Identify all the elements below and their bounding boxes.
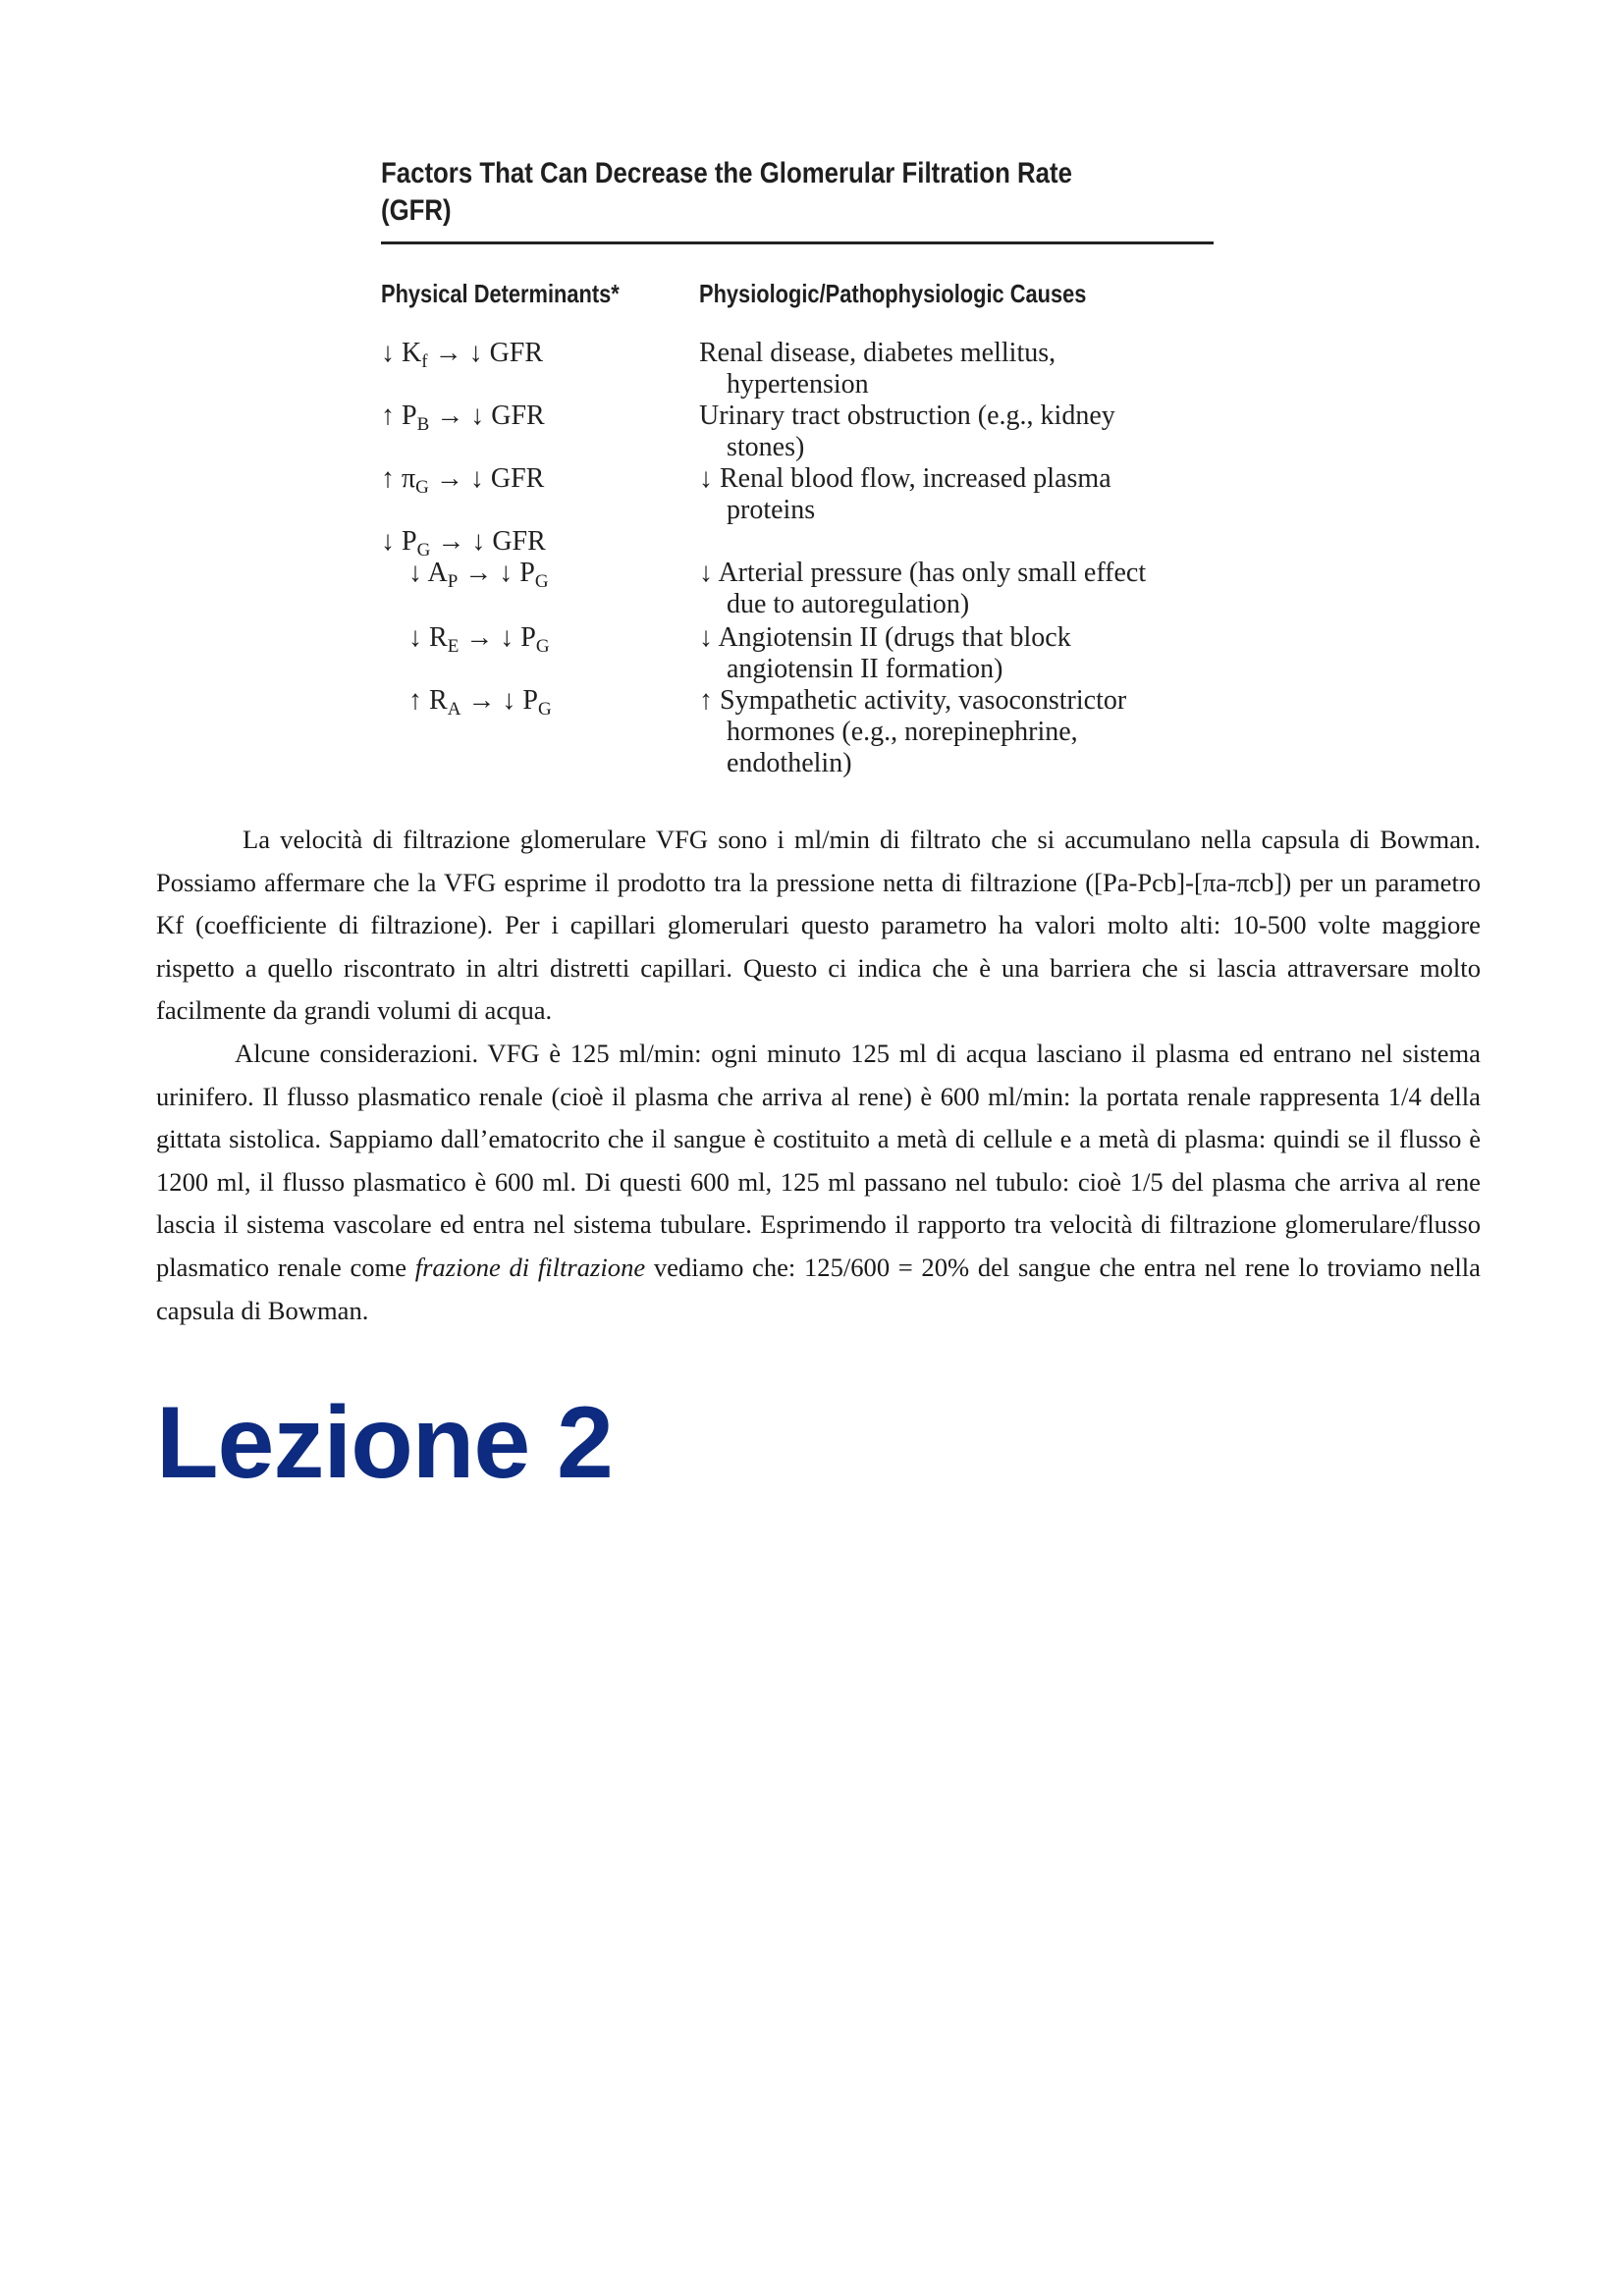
section-heading: Lezione 2 <box>156 1386 613 1500</box>
cause-row-1: Renal disease, diabetes mellitus, hypertension <box>699 338 1056 400</box>
cause-row-7: ↑ Sympathetic activity, vasoconstrictor hormones (e.g., norepinephrine, endothelin) <box>699 685 1127 778</box>
determinant-row-4: ↓ $P_G$ → ↓ GFR <box>381 526 546 561</box>
determinant-row-7: ↑ $R_A$ → ↓ $P_G$ <box>408 685 552 720</box>
figure-divider <box>381 241 1214 244</box>
paragraph-1: La velocità di filtrazione glomerulare VFG sono i ml/min di filtrato che si accumulano nella capsula di Bowman. Possiamo affermare che la VFG esprime il prodotto tra la pressione netta di filtrazione ([Pa-Pcb]-[πa-πcb]) per un parametro Kf (coefficiente di filtrazione). Per i capillari glomerulari questo parametro ha valori molto alti: 10-500 volte maggiore rispetto a quello riscontrato in altri distretti capillari. Questo ci indica che è una barriera che si lascia attraversare molto facilmente da grandi volumi di acqua. <box>156 825 1481 1026</box>
figure-title-line-2: (GFR) <box>381 194 452 227</box>
determinant-row-3: ↑ $\pi_G$ → ↓ GFR <box>381 463 545 498</box>
determinant-row-2: ↑ $P_B$ → ↓ GFR <box>381 400 545 435</box>
cause-row-6: ↓ Angiotensin II (drugs that block angiotensin II formation) <box>699 622 1071 684</box>
determinant-row-6: ↓ $R_E$ → ↓ $P_G$ <box>408 622 550 657</box>
figure-title <box>381 155 1225 230</box>
cause-row-2: Urinary tract obstruction (e.g., kidney stones) <box>699 400 1115 462</box>
paragraph-2: Alcune considerazioni. VFG è 125 ml/min: ogni minuto 125 ml di acqua lasciano il plasma ed entrano nel sistema urinifero. Il flusso plasmatico renale (cioè il plasma che arriva al rene) è 600 ml/min: la portata renale rappresenta 1/4 della gittata sistolica. Sappiamo dall’ematocrito che il sangue è costituito a metà di cellule e a metà di plasma: quindi se il flusso è 1200 ml, il flusso plasmatico è 600 ml. Di questi 600 ml, 125 ml passano nel tubulo: cioè 1/5 del plasma che arriva al rene lascia il sistema vascolare ed entra nel sistema tubulare. Esprimendo il rapporto tra velocità di filtrazione glomerulare/flusso plasmatico renale come frazione di filtrazione vediamo che: 125/600 = 20% del sangue che entra nel rene lo troviamo nella capsula di Bowman. <box>156 1038 1481 1325</box>
emphasis-term: frazione di filtrazione <box>414 1252 646 1282</box>
column-header-determinants: Physical Determinants* <box>381 279 620 308</box>
cause-row-3: ↓ Renal blood flow, increased plasma proteins <box>699 463 1111 525</box>
figure-title-line-1: Factors That Can Decrease the Glomerular Filtration Rate <box>381 157 1072 189</box>
determinant-row-1: ↓ $K_f$ → ↓ GFR <box>381 338 544 372</box>
body-text <box>156 819 1481 1332</box>
determinant-row-5: ↓ $A_P$ → ↓ $P_G$ <box>408 558 549 592</box>
gfr-factors-figure <box>381 155 1216 778</box>
cause-row-5: ↓ Arterial pressure (has only small effect due to autoregulation) <box>699 558 1147 619</box>
column-header-causes: Physiologic/Pathophysiologic Causes <box>699 279 1087 308</box>
